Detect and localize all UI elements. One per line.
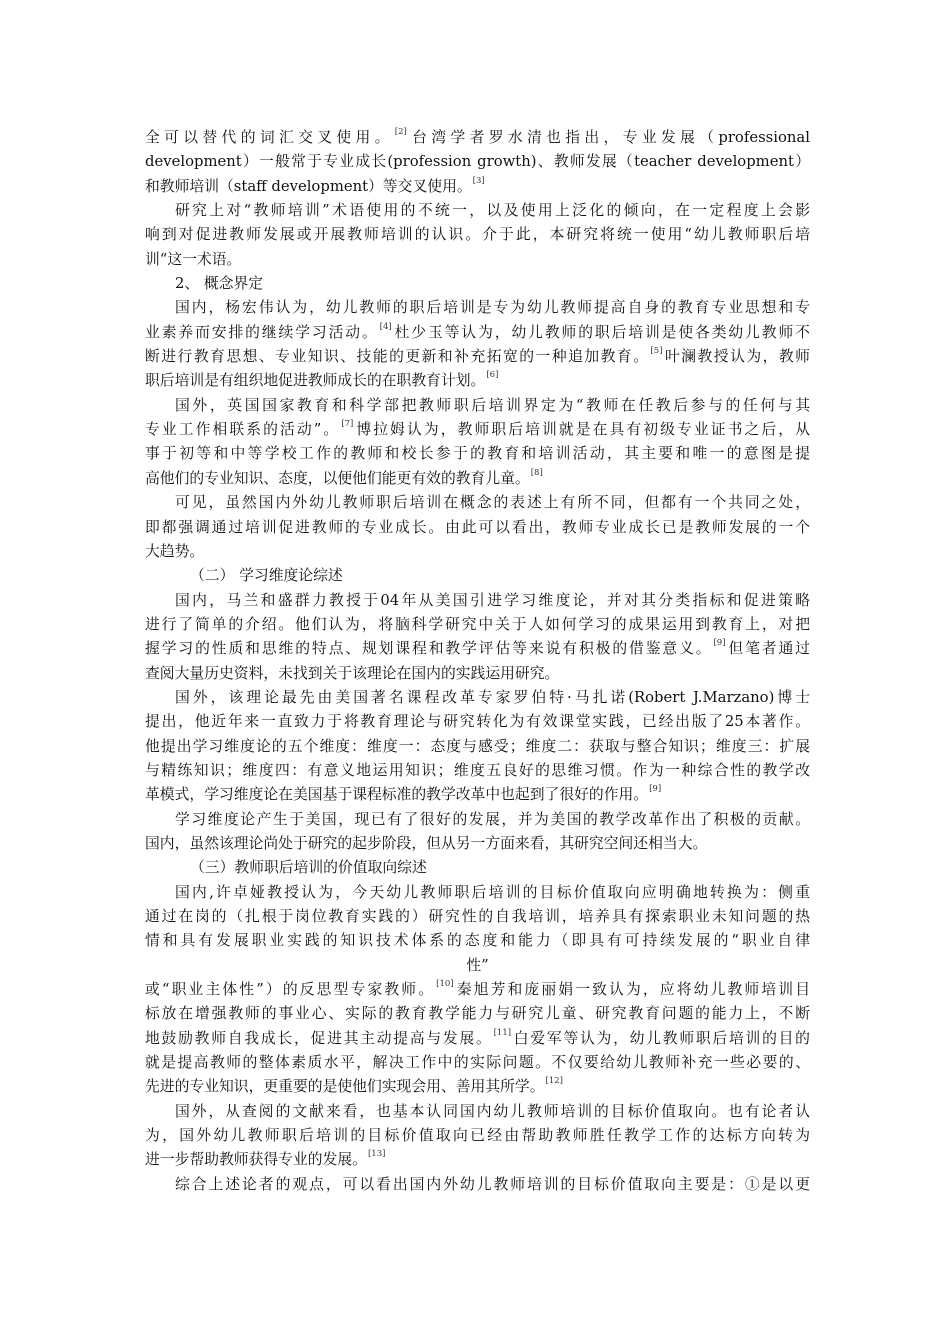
citation-ref: [9]: [713, 638, 726, 649]
text-line-1: 全可以替代的词汇交叉使用。[2]台湾学者罗水清也指出，专业发展（professional: [145, 127, 810, 146]
text-line-15: 高他们的专业知识、态度，以便他们能更有效的教育儿童。[8]: [145, 467, 543, 487]
text-line-3: 和教师培训（staff development）等交叉使用。[3]: [145, 175, 485, 195]
document-page: [145, 126, 810, 1197]
citation-ref: [11]: [493, 1027, 512, 1038]
text-line-11: 职后培训是有组织地促进教师成长的在职教育计划。[6]: [145, 370, 499, 390]
text-line-17: 即都强调通过培训促进教师的专业成长。由此可以看出，教师专业成长已是教师发展的一个: [145, 518, 810, 536]
section-heading-2: （二） 学习维度论综述: [190, 567, 343, 585]
text-line-14: 事于初等和中等学校工作的教师和校长参于的教育和培训活动，其主要和唯一的意图是提: [145, 445, 810, 463]
citation-ref: [3]: [472, 175, 485, 186]
citation-ref: [9]: [649, 784, 662, 795]
section-heading-3: （三）教师职后培训的价值取向综述: [190, 859, 427, 877]
text-line-24: 国外，该理论最先由美国著名课程改革专家罗伯特·马扎诺(Robert J.Marzano)博士: [175, 688, 810, 706]
text-line-6: 训“这一术语。: [145, 250, 242, 268]
text-line-22: 握学习的性质和思维的特点、规划课程和教学评估等来说有积极的借鉴意义。[9]但笔者通过: [145, 638, 810, 658]
text-line-28: 革模式，学习维度论在美国基于课程标准的教学改革中也起到了很好的作用。[9]: [145, 784, 662, 804]
section-heading-concept: 2、 概念界定: [175, 275, 264, 293]
text-line-25: 提出，他近年来一直致力于将教育理论与研究转化为有效课堂实践，已经出版了25本著作。: [145, 713, 810, 731]
text-line-18: 大趋势。: [145, 542, 205, 560]
text-line-9: 业素养而安排的继续学习活动。[4]杜少玉等认为，幼儿教师的职后培训是使各类幼儿教师不: [145, 321, 810, 341]
text-line-29: 学习维度论产生于美国，现已有了很好的发展，并为美国的教学改革作出了积极的贡献。: [175, 810, 810, 828]
text-line-37: 标放在增强教师的事业心、实际的教育教学能力与研究儿童、研究教育问题的能力上，不断: [145, 1005, 810, 1023]
text-line-10: 断进行教育思想、专业知识、技能的更新和补充拓宽的一种追加教育。[5]叶澜教授认为，教师: [145, 346, 810, 366]
text-line-41: 国外，从查阅的文献来看，也基本认同国内幼儿教师培训的目标价值取向。也有论者认: [175, 1102, 810, 1120]
citation-ref: [2]: [394, 127, 407, 137]
citation-ref: [6]: [486, 370, 499, 381]
text-line-27: 与精练知识；维度四：有意义地运用知识；维度五良好的思维习惯。作为一种综合性的教学改: [145, 761, 810, 779]
text-line-43: 进一步帮助教师获得专业的发展。[13]: [145, 1149, 386, 1169]
citation-ref: [7]: [341, 419, 354, 430]
text-line-13: 专业工作相联系的活动”。[7]博拉姆认为，教师职后培训就是在具有初级专业证书之后，从: [145, 419, 810, 439]
text-line-38: 地鼓励教师自我成长，促进其主动提高与发展。[11]白爱军等认为，幼儿教师职后培训的目的: [145, 1027, 810, 1047]
text-line-8: 国内，杨宏伟认为，幼儿教师的职后培训是专为幼儿教师提高自身的教育专业思想和专: [175, 299, 810, 317]
text-line-20: 国内，马兰和盛群力教授于04年从美国引进学习维度论，并对其分类指标和促进策略: [175, 591, 810, 609]
text-line-2: development）一般常于专业成长(profession growth)、教师发展（teacher development）: [145, 153, 810, 171]
text-line-23: 查阅大量历史资料，未找到关于该理论在国内的实践运用研究。: [145, 664, 560, 682]
text-line-34: 情和具有发展职业实践的知识技术体系的态度和能力（即具有可持续发展的“职业自律: [145, 932, 810, 950]
text-line-44: 综合上述论者的观点，可以看出国内外幼儿教师培训的目标价值取向主要是：①是以更: [175, 1175, 810, 1193]
text-line-32: 国内,许卓娅教授认为，今天幼儿教师职后培训的目标价值取向应明确地转换为：侧重: [175, 883, 810, 901]
text-line-26: 他提出学习维度论的五个维度：维度一：态度与感受；维度二：获取与整合知识；维度三：扩展: [145, 737, 810, 755]
text-line-39: 就是提高教师的整体素质水平，解决工作中的实际问题。不仅要给幼儿教师补充一些必要的、: [145, 1054, 810, 1072]
text-line-30: 国内，虽然该理论尚处于研究的起步阶段，但从另一方面来看，其研究空间还相当大。: [145, 834, 708, 852]
citation-ref: [8]: [530, 467, 543, 478]
text-line-40: 先进的专业知识，更重要的是使他们实现会用、善用其所学。[12]: [145, 1076, 563, 1096]
text-line-4: 研究上对“教师培训”术语使用的不统一，以及使用上泛化的倾向，在一定程度上会影: [175, 202, 810, 220]
text-line-42: 为，国外幼儿教师职后培训的目标价值取向已经由帮助教师胜任教学工作的达标方向转为: [145, 1127, 810, 1145]
citation-ref: [13]: [367, 1149, 386, 1160]
citation-ref: [10]: [436, 979, 454, 990]
text-line-36: 或“职业主体性”）的反思型专家教师。[10]秦旭芳和庞丽娟一致认为，应将幼儿教师培训目: [145, 979, 810, 999]
text-line-21: 进行了简单的介绍。他们认为，将脑科学研究中关于人如何学习的成果运用到教育上，对把: [145, 615, 810, 633]
citation-ref: [12]: [545, 1076, 563, 1087]
text-line-33: 通过在岗的（扎根于岗位教育实践的）研究性的自我培训，培养具有探索职业未知问题的热: [145, 908, 810, 925]
text-line-16: 可见，虽然国内外幼儿教师职后培训在概念的表述上有所不同，但都有一个共同之处，: [175, 494, 810, 512]
citation-ref: [5]: [650, 346, 663, 357]
text-line-5: 响到对促进教师发展或开展教师培训的认识。介于此，本研究将统一使用“幼儿教师职后培: [145, 226, 810, 244]
text-line-35: 性”: [466, 956, 489, 974]
citation-ref: [4]: [379, 321, 392, 332]
text-line-12: 国外，英国国家教育和科学部把教师职后培训界定为“教师在任教后参与的任何与其: [175, 396, 810, 414]
